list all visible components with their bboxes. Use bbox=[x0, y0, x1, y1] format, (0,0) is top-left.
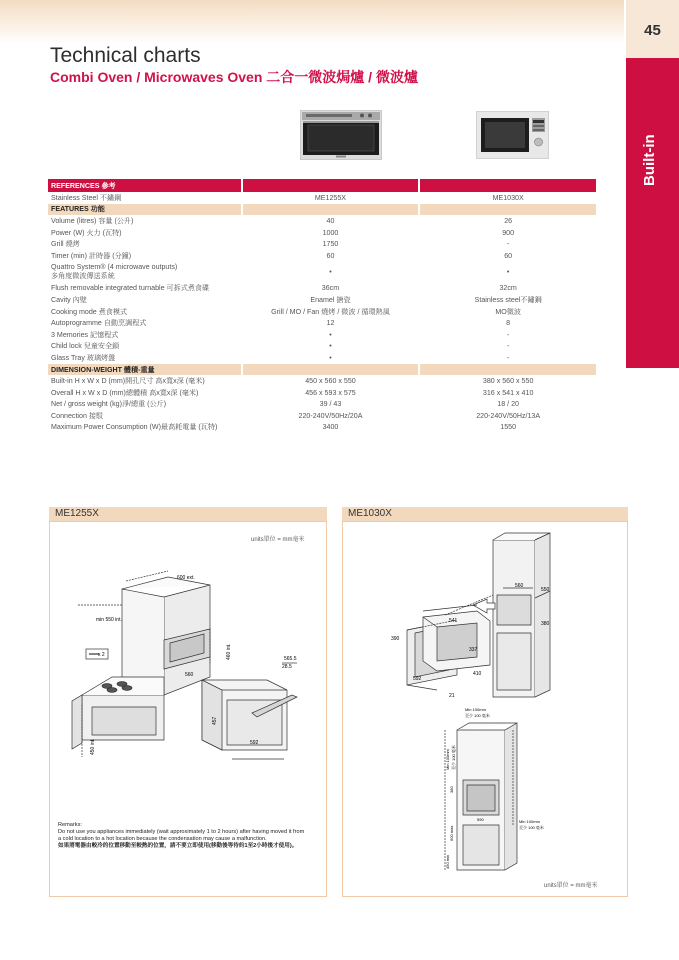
dim-450-min: 450 min bbox=[445, 854, 450, 869]
features-header-row bbox=[48, 204, 597, 216]
dim-590-r: 590 bbox=[477, 817, 484, 822]
references-header-row bbox=[48, 179, 597, 192]
dim-min550: min 550 int. bbox=[96, 617, 122, 623]
top-gradient-band bbox=[0, 0, 624, 44]
dim-550-r: 550 bbox=[541, 587, 550, 593]
dim-28: 28.5 bbox=[282, 664, 292, 670]
section-tab-label: Built-in bbox=[641, 134, 658, 186]
table-row: Volume (litres) 容量 (公升) 40 26 bbox=[51, 216, 513, 225]
table-row: Stainless Steel 不鏽鋼 ME1255X ME1030X bbox=[51, 193, 524, 202]
dim-450-int: 450 int. bbox=[90, 738, 96, 755]
table-row: Autoprogramme 自動烹調程式 12 8 bbox=[51, 319, 511, 328]
page-number: 45 bbox=[626, 0, 679, 58]
combi-oven-image bbox=[300, 110, 382, 160]
dim-541-r: 541 bbox=[449, 618, 458, 624]
dim-460-int: 460 int. bbox=[226, 643, 232, 660]
table-row: Power (W) 火力 (瓦特) 1000 900 bbox=[51, 228, 515, 237]
dim-592-r: 592 bbox=[413, 676, 422, 682]
table-row: Connection 接駁 220-240V/50Hz/20A 220-240V/50Hz/13A bbox=[51, 411, 541, 420]
page-title: Technical charts bbox=[50, 44, 201, 67]
dim-380-r: 380 bbox=[541, 621, 550, 627]
remarks-title: Remarks: bbox=[58, 822, 82, 828]
dim-592: 592 bbox=[250, 740, 259, 746]
dim-560-r: 560 bbox=[515, 583, 524, 589]
dim-410-r: 410 bbox=[473, 671, 482, 677]
dim-21-r: 21 bbox=[449, 693, 455, 699]
table-row: Grill 燒烤 1750 - bbox=[51, 240, 510, 249]
panel-title-me1255x: ME1255X bbox=[49, 507, 327, 521]
me1030x-installation-diagram bbox=[345, 525, 625, 875]
page-subtitle: Combi Oven / Microwaves Oven 二合一微波焗爐 / 微波爐 bbox=[50, 69, 418, 85]
references-label: REFERENCES 參考 bbox=[48, 179, 242, 192]
table-row: Timer (min) 計時器 (分鐘) 60 60 bbox=[51, 251, 513, 260]
remarks-zh: 如果將電器由較冷的位置移動至較熱的位置，請不要立即使用(移動後等待約1至2小時後才使用)。 bbox=[58, 843, 298, 849]
table-row: 3 Memories 記憶程式 • - bbox=[51, 330, 510, 339]
dim-600-max: 600 max bbox=[449, 825, 454, 841]
table-row: Cavity 內壁 Enamel 搪瓷 Stainless steel不鏽鋼 bbox=[51, 295, 542, 304]
features-label: FEATURES 功能 bbox=[48, 204, 242, 216]
min100-side: Min 100mm bbox=[519, 819, 540, 824]
table-row: Net / gross weight (kg)淨/總重 (公斤) 39 / 43 18 / 20 bbox=[51, 400, 519, 409]
panel-title-me1030x: ME1030X bbox=[342, 507, 628, 521]
remarks-en: Do not use you appliances immediately (wait approximately 1 to 2 hours) after having moved it from a cold location to a hot location because the condensation may cause a malfunction. bbox=[58, 829, 305, 842]
dim-390-r: 390 bbox=[391, 636, 400, 642]
table-row: Quattro System® (4 microwave outputs) 多角度微波傳送系統 • • bbox=[51, 263, 510, 281]
table-row: Child lock 兒童安全鎖 • - bbox=[51, 342, 510, 351]
dim-565: 565.5 bbox=[284, 656, 297, 662]
table-row: Glass Tray 玻璃烤盤 • - bbox=[51, 353, 510, 362]
dim-600-ext: 600 ext. bbox=[177, 575, 195, 581]
dim-560: 560 bbox=[185, 672, 194, 678]
table-row: Flush removable integrated turnable 可拆式煮食碟 36cm 32cm bbox=[51, 284, 517, 293]
table-row: Overall H x W x D (mm)總體積 高x寬x深 (毫米) 456 x 593 x 575 316 x 541 x 410 bbox=[51, 388, 534, 397]
me1255x-installation-diagram bbox=[52, 545, 324, 763]
section-tab[interactable] bbox=[626, 58, 679, 368]
dim-x2: x 2 bbox=[98, 652, 105, 658]
dimension-label: DIMENSION-WEIGHT 體積-重量 bbox=[48, 364, 242, 376]
spec-table bbox=[48, 179, 598, 433]
dim-337-r: 337 bbox=[469, 647, 478, 653]
dim-457: 457 bbox=[212, 716, 218, 725]
remarks bbox=[58, 822, 308, 850]
min100-left: Min 100mm bbox=[445, 749, 450, 770]
units-label-right: units單位 = mm毫米 bbox=[544, 883, 598, 889]
min100-left-zh: 至少 100 毫米 bbox=[451, 745, 456, 770]
dim-380-r2: 380 bbox=[449, 786, 454, 793]
dimension-header-row bbox=[48, 364, 597, 376]
min100-side-zh: 至少 100 毫米 bbox=[519, 825, 544, 830]
microwave-oven-image bbox=[476, 111, 549, 159]
min100-top: Min 100mm bbox=[465, 707, 486, 712]
table-row: Built-in H x W x D (mm)開孔尺寸 高x寬x深 (毫米) 450 x 560 x 550 380 x 560 x 550 bbox=[51, 377, 534, 386]
table-row: Maximum Power Consumption (W)最高耗電量 (瓦特) 3400 1550 bbox=[51, 423, 517, 432]
units-label-left: units單位 = mm毫米 bbox=[251, 537, 305, 543]
table-row: Cooking mode 煮食模式 Grill / MO / Fan 燒烤 / 微波 / 循環熱風 MO微波 bbox=[51, 307, 521, 316]
min100-top-zh: 至少 100 毫米 bbox=[465, 713, 490, 718]
